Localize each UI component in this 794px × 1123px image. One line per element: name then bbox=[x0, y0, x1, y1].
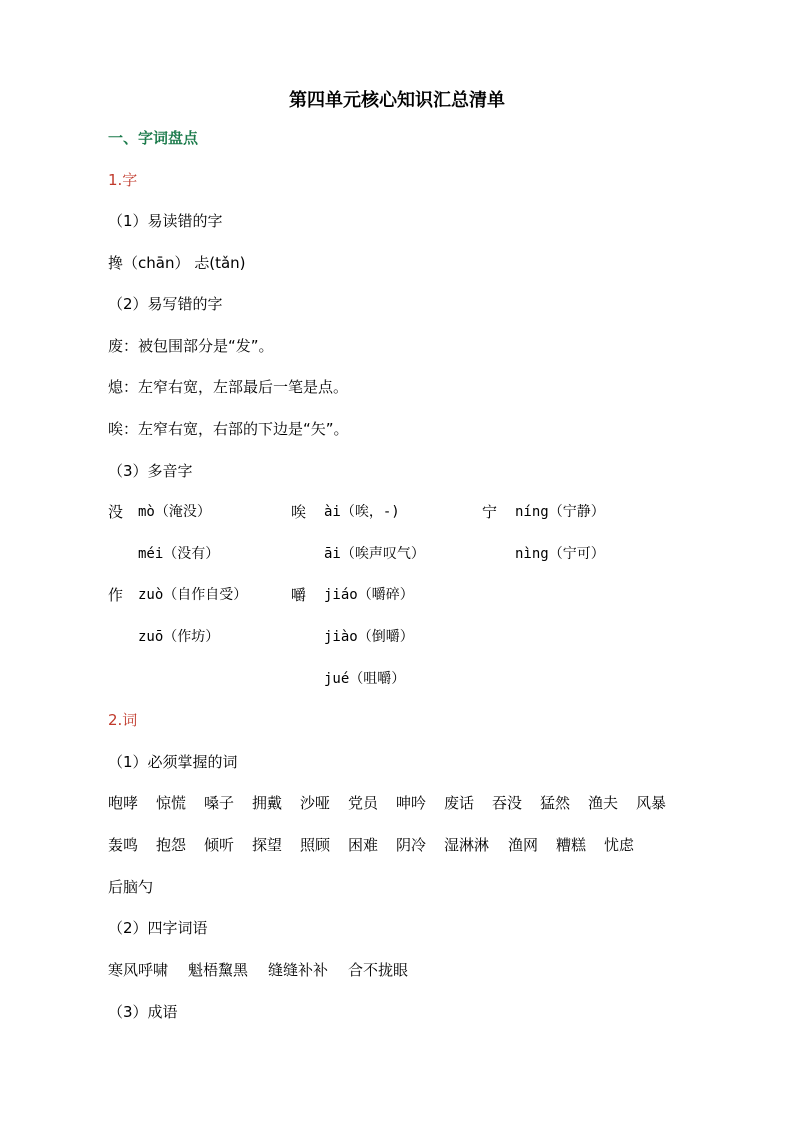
four-char-heading: （2）四字词语 bbox=[108, 919, 208, 937]
word-item: 后脑勺 bbox=[108, 878, 154, 896]
word-item: 渔网 bbox=[508, 836, 539, 854]
word-item: 阴冷 bbox=[396, 836, 427, 854]
word-item: 轰鸣 bbox=[108, 836, 139, 854]
polyphone-char: 嚼 bbox=[291, 586, 307, 604]
word-item: 糟糕 bbox=[556, 836, 587, 854]
must-words-heading: （1）必须掌握的词 bbox=[108, 753, 238, 771]
easy-write-item: 熄：左窄右宽，左部最后一笔是点。 bbox=[108, 378, 349, 396]
polyphone-reading: mò（淹没） bbox=[138, 504, 211, 520]
polyphone-reading: zuò（自作自受） bbox=[138, 587, 248, 603]
word-item: 咆哮 bbox=[108, 794, 139, 812]
word-item: 拥戴 bbox=[252, 794, 283, 812]
easy-write-item: 唉：左窄右宽，右部的下边是“矢”。 bbox=[108, 420, 349, 438]
word-item: 风暴 bbox=[636, 794, 667, 812]
word-item: 惊慌 bbox=[156, 794, 187, 812]
word-item: 照顾 bbox=[300, 836, 331, 854]
word-item: 沙哑 bbox=[300, 794, 331, 812]
word-item: 困难 bbox=[348, 836, 379, 854]
word-item: 吞没 bbox=[492, 794, 523, 812]
easy-write-heading: （2）易写错的字 bbox=[108, 295, 223, 313]
idioms-heading: （3）成语 bbox=[108, 1003, 178, 1021]
polyphone-char: 作 bbox=[108, 586, 124, 604]
polyphone-reading: jiào（倒嚼） bbox=[324, 629, 414, 645]
polyphone-reading: ài（唉，-) bbox=[324, 504, 400, 520]
word-item: 嗓子 bbox=[204, 794, 235, 812]
easy-read-line: 搀（chān） 忐(tǎn) bbox=[108, 254, 246, 272]
word-item: 废话 bbox=[444, 794, 475, 812]
polyphone-char: 宁 bbox=[482, 503, 498, 521]
section-heading-words: 一、字词盘点 bbox=[108, 129, 199, 147]
polyphone-reading: āi（唉声叹气） bbox=[324, 546, 425, 562]
subheading-words: 2.词 bbox=[108, 711, 138, 729]
four-char-item: 缝缝补补 bbox=[268, 961, 329, 979]
polyphone-char: 没 bbox=[108, 503, 124, 521]
polyphone-heading: （3）多音字 bbox=[108, 462, 193, 480]
four-char-item: 合不拢眼 bbox=[348, 961, 409, 979]
page-title: 第四单元核心知识汇总清单 bbox=[289, 90, 505, 111]
four-char-item: 寒风呼啸 bbox=[108, 961, 169, 979]
subheading-characters: 1.字 bbox=[108, 171, 138, 189]
polyphone-reading: níng（宁静） bbox=[515, 504, 605, 520]
easy-write-item: 废：被包围部分是“发”。 bbox=[108, 337, 274, 355]
polyphone-reading: nìng（宁可） bbox=[515, 546, 605, 562]
polyphone-reading: jué（咀嚼） bbox=[324, 671, 406, 687]
word-item: 党员 bbox=[348, 794, 379, 812]
four-char-item: 魁梧黧黑 bbox=[188, 961, 249, 979]
polyphone-reading: méi（没有） bbox=[138, 546, 220, 562]
polyphone-reading: zuō（作坊） bbox=[138, 629, 220, 645]
word-item: 倾听 bbox=[204, 836, 235, 854]
word-item: 渔夫 bbox=[588, 794, 619, 812]
word-item: 湿淋淋 bbox=[444, 836, 490, 854]
polyphone-char: 唉 bbox=[291, 503, 307, 521]
easy-read-heading: （1）易读错的字 bbox=[108, 212, 223, 230]
word-item: 抱怨 bbox=[156, 836, 187, 854]
word-item: 呻吟 bbox=[396, 794, 427, 812]
word-item: 探望 bbox=[252, 836, 283, 854]
word-item: 猛然 bbox=[540, 794, 571, 812]
polyphone-reading: jiáo（嚼碎） bbox=[324, 587, 414, 603]
word-item: 忧虑 bbox=[604, 836, 635, 854]
